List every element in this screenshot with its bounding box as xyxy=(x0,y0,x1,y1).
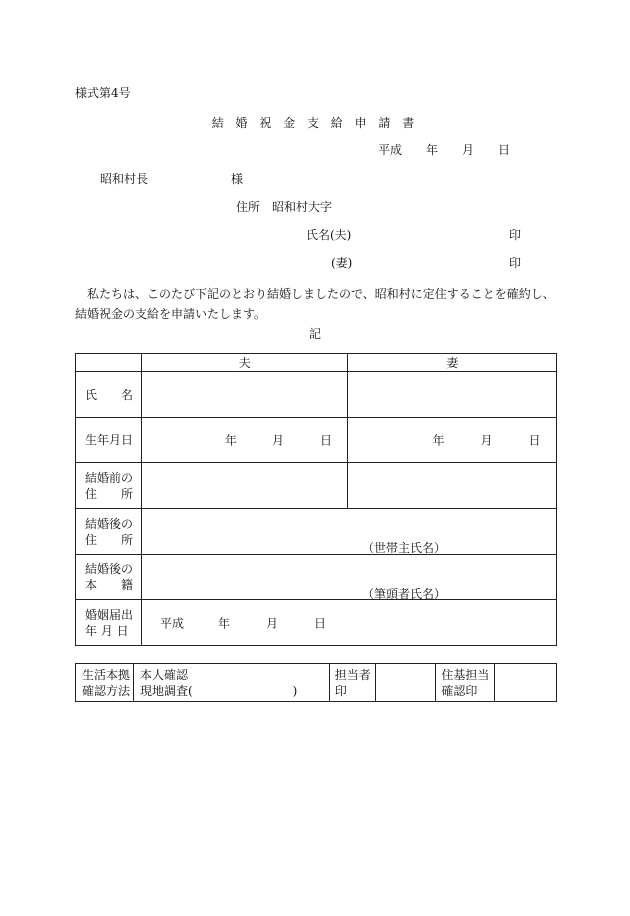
birthdate-label: 生年月日 xyxy=(76,418,142,463)
husband-prior-address-field[interactable] xyxy=(141,463,348,509)
householder-name-note: （世帯主氏名） xyxy=(361,541,446,555)
wife-birth-year: 年 xyxy=(432,433,445,448)
resident-registry-label: 住基担当 確認印 xyxy=(436,664,495,702)
marriage-date-year: 年 xyxy=(217,616,230,630)
new-address-field[interactable] xyxy=(141,509,556,555)
birthdate-row xyxy=(76,418,557,463)
statement-line-1: 私たちは、このたび下記のとおり結婚しましたので、昭和村に定住することを確約し、 xyxy=(75,287,555,301)
statement-line-2: 結婚祝金の支給を申請いたします。 xyxy=(75,307,267,321)
option-site-survey[interactable]: 現地調査( ) xyxy=(139,683,298,698)
name-row xyxy=(76,372,557,418)
date-era: 平成 xyxy=(378,143,403,157)
marriage-date-day: 日 xyxy=(313,616,326,630)
name-label: 氏 名 xyxy=(76,372,142,418)
verification-options xyxy=(133,664,329,702)
marriage-date-era: 平成 xyxy=(159,616,184,630)
wife-name-label: (妻) xyxy=(331,256,353,270)
statement xyxy=(75,284,565,324)
registered-domicile-row xyxy=(76,555,557,600)
address-value: 昭和村大字 xyxy=(272,200,333,214)
main-table xyxy=(75,353,557,646)
prior-address-row xyxy=(76,463,557,509)
form-title: 結 婚 祝 金 支 給 申 請 書 xyxy=(211,116,419,130)
husband-name-field[interactable] xyxy=(141,372,348,418)
date-day: 日 xyxy=(498,143,511,157)
ki-heading: 記 xyxy=(308,327,321,341)
office-use-table xyxy=(75,663,557,702)
wife-name-field[interactable] xyxy=(348,372,557,418)
prior-address-label: 結婚前の 住 所 xyxy=(76,463,142,509)
wife-birth-month: 月 xyxy=(480,433,493,448)
wife-seal: 印 xyxy=(509,256,522,270)
addressee-name: 昭和村長 xyxy=(100,172,149,186)
addressee-honorific: 様 xyxy=(231,172,244,186)
marriage-date-month: 月 xyxy=(265,616,278,630)
husband-column-header: 夫 xyxy=(141,354,348,372)
address-label: 住所 xyxy=(236,200,261,214)
registered-domicile-label: 結婚後の 本 籍 xyxy=(76,555,142,600)
staff-seal-label: 担当者 印 xyxy=(329,664,375,702)
husband-birth-month: 月 xyxy=(271,433,284,448)
registered-domicile-field[interactable] xyxy=(141,555,556,600)
date-month: 月 xyxy=(462,143,475,157)
new-address-label: 結婚後の 住 所 xyxy=(76,509,142,555)
marriage-date-label: 婚姻届出 年 月 日 xyxy=(76,600,142,646)
husband-name-label: 氏名(夫) xyxy=(306,228,352,242)
corner-cell xyxy=(76,354,142,372)
staff-seal-field[interactable] xyxy=(375,664,436,702)
form-number: 様式第4号 xyxy=(75,86,131,100)
wife-column-header: 妻 xyxy=(348,354,557,372)
wife-birth-day: 日 xyxy=(528,433,541,448)
husband-birth-day: 日 xyxy=(319,433,332,448)
wife-prior-address-field[interactable] xyxy=(348,463,557,509)
marriage-date-field[interactable] xyxy=(141,600,556,646)
marriage-date-row xyxy=(76,600,557,646)
resident-registry-seal-field[interactable] xyxy=(495,664,557,702)
header-row xyxy=(76,354,557,372)
option-in-person[interactable]: 本人確認 xyxy=(139,667,188,682)
date-year: 年 xyxy=(426,143,439,157)
husband-birthdate-field[interactable] xyxy=(141,418,348,463)
husband-birth-year: 年 xyxy=(224,433,237,448)
new-address-row xyxy=(76,509,557,555)
verification-method-label: 生活本拠 確認方法 xyxy=(76,664,134,702)
head-of-register-note: （筆頭者氏名） xyxy=(361,587,446,601)
husband-seal: 印 xyxy=(509,228,522,242)
wife-birthdate-field[interactable] xyxy=(348,418,557,463)
